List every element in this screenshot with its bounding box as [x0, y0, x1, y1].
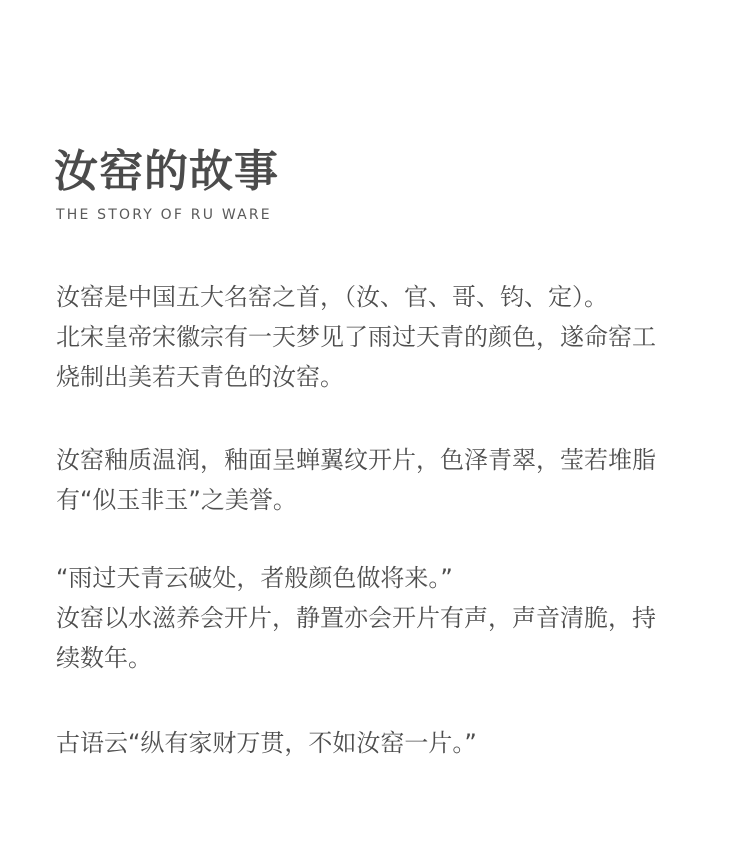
- paragraph-line: 古语云“纵有家财万贯，不如汝窑一片。”: [56, 729, 477, 757]
- paragraph-line: 汝窑是中国五大名窑之首，（汝、官、哥、钧、定）。: [56, 283, 608, 311]
- paragraph-intro: [56, 277, 716, 397]
- paragraph-crackle: [56, 558, 716, 678]
- page-subtitle: THE STORY OF RU WARE: [56, 207, 272, 223]
- paragraph-line: 汝窑釉质温润，釉面呈蝉翼纹开片，色泽青翠，莹若堆脂: [56, 446, 656, 474]
- paragraph-line: 烧制出美若天青色的汝窑。: [56, 363, 344, 391]
- paragraph-line: 北宋皇帝宋徽宗有一天梦见了雨过天青的颜色，遂命窑工: [56, 323, 656, 351]
- paragraph-line: 汝窑以水滋养会开片，静置亦会开片有声，声音清脆，持: [56, 604, 656, 632]
- paragraph-glaze: [56, 440, 716, 520]
- paragraph-saying: [56, 723, 716, 763]
- paragraph-line: 续数年。: [56, 644, 152, 672]
- paragraph-line: 有“似玉非玉”之美誉。: [56, 486, 297, 514]
- paragraph-line: “雨过天青云破处，者般颜色做将来。”: [56, 564, 453, 592]
- page-title: 汝窑的故事: [54, 146, 279, 197]
